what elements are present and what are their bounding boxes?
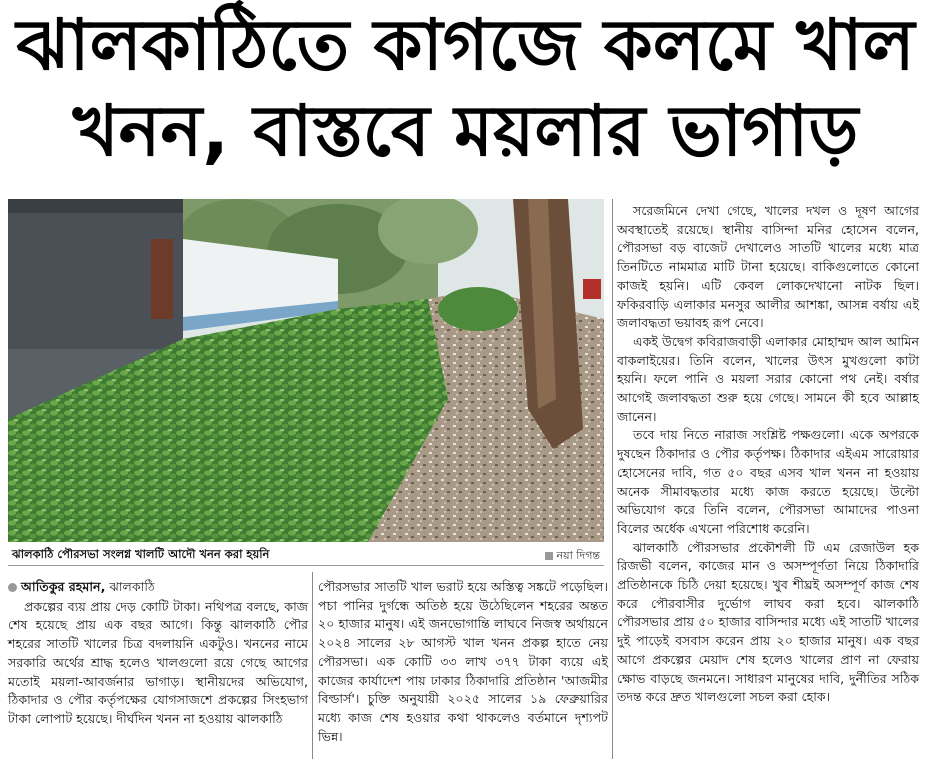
article-column-left bbox=[8, 578, 308, 729]
photo-caption: ঝালকাঠি পৌরসভা সংলগ্ন খালটি আদৌ খনন করা হয়নি bbox=[12, 547, 270, 561]
photo-credit-text: নয়া দিগন্ত bbox=[556, 549, 600, 562]
paragraph: ঝালকাঠি পৌরসভার প্রকৌশলী টি এম রেজাউল হক রিজভী বলেন, কাজের মান ও অসম্পূর্ণতা নিয়ে ঠিকাদারি প্রতিষ্ঠানকে চিঠি দেয়া হয়েছে। খুব শীঘ্রই অসম্পূর্ণ কাজ শেষ করে পৌরবাসীর দুর্ভোগ লাঘব করা হবে। ঝালকাঠি পৌরসভার প্রায় ৫০ হাজার বাসিন্দার মধ্যে এই সাতটি খালের দুই পাড়েই বসবাস করেন প্রায় ২০ হাজার মানুষ। এক বছর আগে প্রকল্পের মেয়াদ শেষ হলেও খালের প্রাণ না ফেরায় ক্ষোভ বাড়ছে জনমনে। সাধারণ মানুষের দাবি, দুর্নীতির সঠিক তদন্ত করে দ্রুত খালগুলো সচল করা হোক। bbox=[617, 539, 919, 705]
column-divider-right bbox=[612, 199, 613, 759]
byline bbox=[8, 578, 308, 597]
headline-line-2: খনন, বাস্তবে ময়লার ভাগাড় bbox=[72, 90, 859, 172]
column-divider-left bbox=[312, 572, 313, 759]
paragraph: সরেজমিনে দেখা গেছে, খালের দখল ও দূষণ আগের অবস্থাতেই রয়েছে। স্থানীয় বাসিন্দা মনির হোসেন বলেন, পৌরসভা বড় বাজেট দেখালেও সাতটি খালের মধ্যে মাত্র তিনটিতে নামমাত্র মাটি টানা হয়েছে। বাকিগুলোতে কোনো কাজই হয়নি। এটি কেবল লোকদেখানো নাটক ছিল। ফকিরবাড়ি এলাকার মনসুর আলীর আশঙ্কা, আসন্ন বর্ষায় এই জলাবদ্ধতা ভয়াবহ রূপ নেবে। bbox=[617, 203, 919, 331]
byline-place: ঝালকাঠি bbox=[109, 579, 155, 594]
headline-line-1: ঝালকাঠিতে কাগজে কলমে খাল bbox=[16, 4, 915, 86]
headline bbox=[0, 2, 931, 174]
canal-photo-illustration bbox=[8, 199, 604, 542]
byline-dot-icon bbox=[8, 583, 17, 592]
news-photo bbox=[8, 199, 604, 542]
article-column-middle bbox=[318, 578, 608, 746]
paragraph: একই উদ্বেগ কবিরাজবাড়ী এলাকার মোহাম্মদ আল আমিন বাকলাইয়ের। তিনি বলেন, খালের উৎস মুখগুলো কাটা হয়নি। ফলে পানি ও ময়লা সরার কোনো পথ নেই। বর্ষার আগেই জলাবদ্ধতা শুরু হয়ে গেছে। সামনে কী হবে আল্লাহ জানেন। bbox=[617, 333, 919, 424]
caption-bar bbox=[8, 543, 604, 566]
paragraph: প্রকল্পের ব্যয় প্রায় দেড় কোটি টাকা। নথিপত্র বলছে, কাজ শেষ হয়েছে প্রায় এক বছর আগে। কিন্তু ঝালকাঠি পৌর শহরের সাতটি খালের চিত্র বদলায়নি একটুও। খননের নামে সরকারি অর্থের শ্রাদ্ধ হলেও খালগুলো রয়ে গেছে আগের মতোই ময়লা-আবর্জনার ভাগাড়। স্থানীয়দের অভিযোগ, ঠিকাদার ও পৌর কর্তৃপক্ষের যোগসাজশে প্রকল্পের সিংহভাগ টাকা লোপাট হয়েছে। দীর্ঘদিন খনন না হওয়ায় ঝালকাঠি bbox=[8, 598, 308, 726]
credit-square-icon bbox=[545, 552, 553, 560]
article-column-right bbox=[617, 202, 919, 707]
photo-credit bbox=[545, 547, 600, 566]
byline-name: আতিকুর রহমান, bbox=[21, 579, 106, 594]
paragraph: পৌরসভার সাতটি খাল ভরাট হয়ে অস্তিত্ব সঙ্কটে পড়েছিল। পচা পানির দুর্গন্ধে অতিষ্ঠ হয়ে উঠেছিলেন শহরের অন্তত ২০ হাজার মানুষ। এই জনভোগান্তি লাঘবে নিজস্ব অর্থায়নে ২০২৪ সালের ২৮ আগস্ট খাল খনন প্রকল্প হাতে নেয় পৌরসভা। এক কোটি ৩৩ লাখ ৩৭৭ টাকা ব্যয়ে এই কাজের কার্যাদেশ পায় ঢাকার ঠিকাদারি প্রতিষ্ঠান 'আজমীর বিল্ডার্স'। চুক্তি অনুযায়ী ২০২৫ সালের ১৯ ফেব্রুয়ারির মধ্যে কাজ শেষ হওয়ার কথা থাকলেও বর্তমানে দৃশ্যপট ভিন্ন। bbox=[318, 579, 608, 744]
paragraph: তবে দায় নিতে নারাজ সংশ্লিষ্ট পক্ষগুলো। একে অপরকে দুষছেন ঠিকাদার ও পৌর কর্তৃপক্ষ। ঠিকাদার এইএম সারোয়ার হোসেনের দাবি, গত ৫০ বছর এসব খাল খনন না হওয়ায় অনেক সীমাবদ্ধতার মধ্যে কাজ করতে হয়েছে। উল্টো অভিযোগ করে তিনি বলেন, পৌরসভা আমাদের পাওনা বিলের অর্ধেক এখনো পরিশোধ করেনি। bbox=[617, 427, 919, 536]
